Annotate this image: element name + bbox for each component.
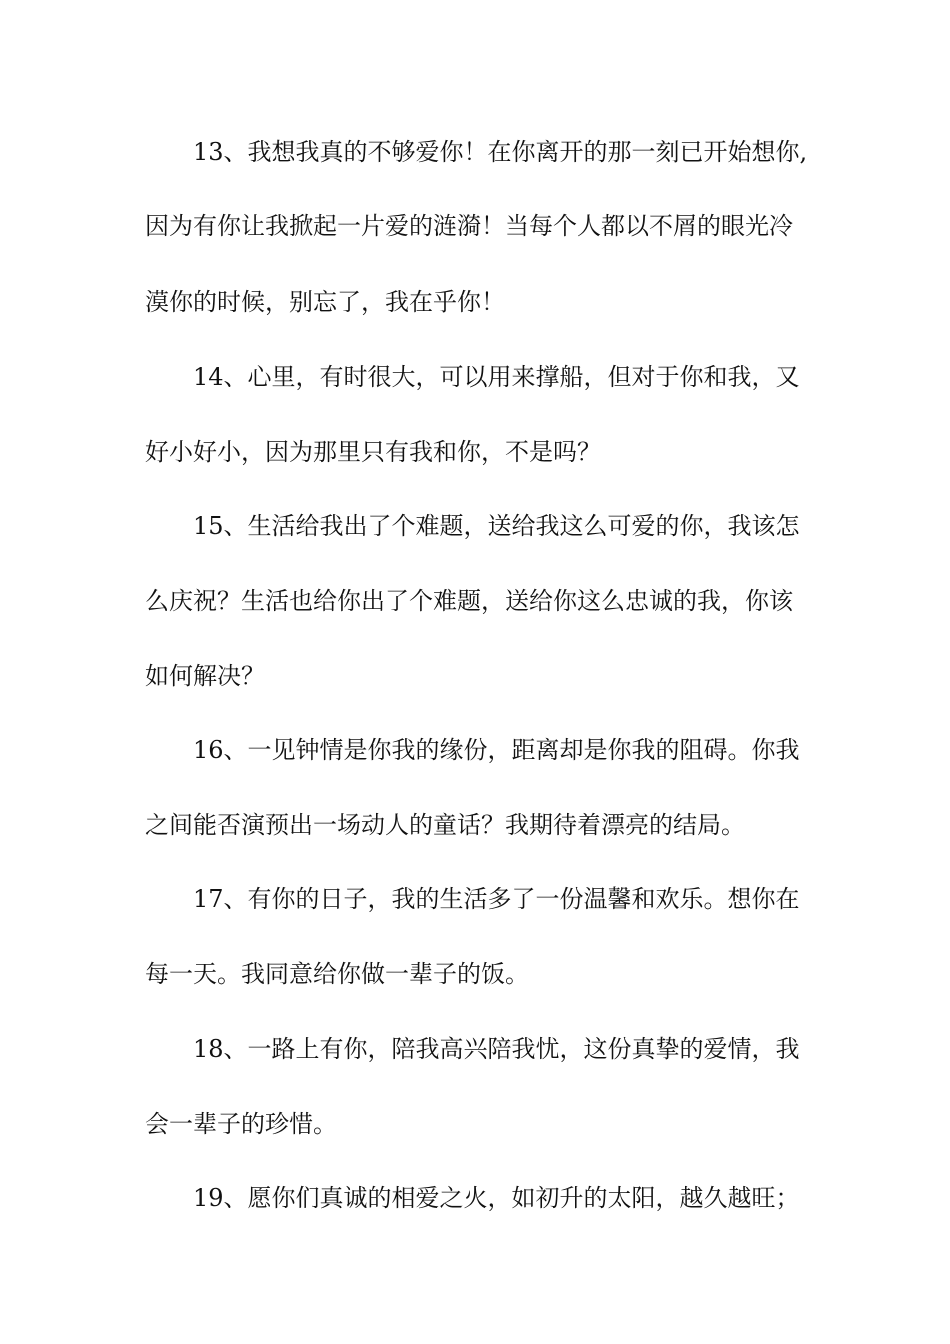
paragraph-19-line-1: 19、愿你们真诚的相爱之火，如初升的太阳，越久越旺； (193, 1184, 800, 1212)
paragraph-18-line-2: 会一辈子的珍惜。 (145, 1110, 337, 1138)
paragraph-13-line-2: 因为有你让我掀起一片爱的涟漪！当每个人都以不屑的眼光冷 (145, 212, 793, 240)
paragraph-17-line-2: 每一天。我同意给你做一辈子的饭。 (145, 960, 529, 988)
paragraph-16-line-1: 16、一见钟情是你我的缘份，距离却是你我的阻碍。你我 (193, 736, 800, 764)
paragraph-15-line-1: 15、生活给我出了个难题，送给我这么可爱的你，我该怎 (193, 512, 800, 540)
paragraph-13-line-1: 13、我想我真的不够爱你！在你离开的那一刻已开始想你, (193, 138, 808, 166)
paragraph-15-line-3: 如何解决？ (145, 662, 265, 690)
paragraph-17-line-1: 17、有你的日子，我的生活多了一份温馨和欢乐。想你在 (193, 885, 800, 913)
paragraph-14-line-2: 好小好小，因为那里只有我和你，不是吗？ (145, 438, 601, 466)
paragraph-14-line-1: 14、心里，有时很大，可以用来撑船，但对于你和我，又 (193, 363, 800, 391)
paragraph-18-line-1: 18、一路上有你，陪我高兴陪我忧，这份真挚的爱情，我 (193, 1035, 800, 1063)
paragraph-16-line-2: 之间能否演预出一场动人的童话？我期待着漂亮的结局。 (145, 811, 745, 839)
paragraph-13-line-3: 漠你的时候，别忘了，我在乎你！ (145, 288, 505, 316)
paragraph-15-line-2: 么庆祝？生活也给你出了个难题，送给你这么忠诚的我，你该 (145, 587, 793, 615)
